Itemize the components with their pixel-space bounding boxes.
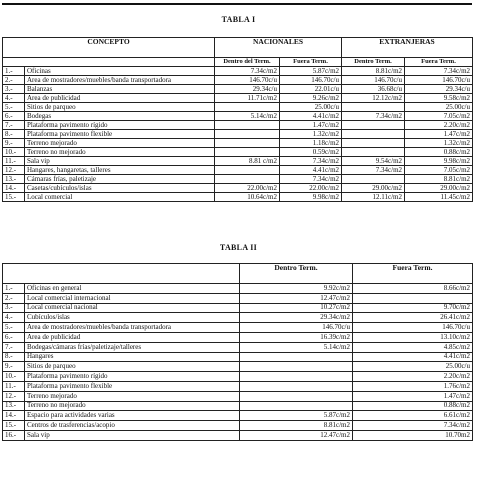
table-row [3, 121, 473, 130]
row-extranjera-fuera: 25.00c/u [405, 103, 473, 112]
row-nacional-dentro: 5.14c/m2 [215, 112, 280, 121]
row-extranjera-fuera: 8.81c/m2 [405, 175, 473, 184]
row-fuera [353, 293, 473, 303]
row-concepto: Cámaras frías, paletizaje [25, 175, 215, 184]
table-row [3, 430, 473, 440]
row-extranjera-dentro [342, 103, 405, 112]
row-concepto: Terreno no mejorado [25, 148, 215, 157]
row-fuera: 10.70m2 [353, 430, 473, 440]
table-row [3, 76, 473, 85]
row-number: 9.- [3, 362, 25, 372]
table-row [3, 112, 473, 121]
row-nacional-dentro: 11.71c/m2 [215, 94, 280, 103]
row-concepto: Terreno mejorado [25, 139, 215, 148]
row-nacional-dentro: 22.00c/m2 [215, 184, 280, 193]
row-dentro: 12.47c/m2 [240, 293, 353, 303]
row-nacional-dentro [215, 130, 280, 139]
tabla-2 [2, 263, 473, 441]
row-fuera: 13.10c/m2 [353, 332, 473, 342]
row-concepto: Area de publicidad [25, 94, 215, 103]
row-nacional-dentro [215, 166, 280, 175]
row-extranjera-dentro [342, 121, 405, 130]
table-row [3, 372, 473, 382]
row-extranjera-dentro: 9.54c/m2 [342, 157, 405, 166]
row-fuera: 1.47c/m2 [353, 391, 473, 401]
row-concepto: Hangares [25, 352, 240, 362]
row-nacional-fuera: 1.18c/m2 [280, 139, 342, 148]
row-fuera: 2.20c/m2 [353, 372, 473, 382]
row-dentro: 29.34c/m2 [240, 313, 353, 323]
row-extranjera-fuera: 7.34c/m2 [405, 67, 473, 76]
table-row [3, 362, 473, 372]
table-row [3, 184, 473, 193]
row-nacional-fuera: 4.41c/m2 [280, 166, 342, 175]
row-fuera: 25.00c/u [353, 362, 473, 372]
table-row [3, 193, 473, 202]
tabla-1-header-row [3, 38, 473, 58]
row-fuera: 7.34c/m2 [353, 421, 473, 431]
row-nacional-fuera: 22.01c/u [280, 85, 342, 94]
row-nacional-dentro [215, 121, 280, 130]
row-concepto: Casetas/cubículos/islas [25, 184, 215, 193]
row-extranjera-fuera: 2.20c/m2 [405, 121, 473, 130]
row-number: 10.- [3, 372, 25, 382]
table-row [3, 139, 473, 148]
row-concepto: Terreno no mejorado [25, 401, 240, 411]
row-nacional-dentro [215, 175, 280, 184]
row-nacional-fuera: 7.34c/m2 [280, 157, 342, 166]
row-extranjera-fuera: 7.05c/m2 [405, 112, 473, 121]
row-number: 15.- [3, 193, 25, 202]
tabla-1 [2, 37, 473, 202]
row-nacional-dentro [215, 148, 280, 157]
table-row [3, 130, 473, 139]
row-number: 7.- [3, 121, 25, 130]
row-extranjera-dentro: 7.34c/m2 [342, 166, 405, 175]
row-nacional-fuera: 25.00c/u [280, 103, 342, 112]
table-row [3, 85, 473, 94]
row-concepto: Terreno mejorado [25, 391, 240, 401]
row-number: 4.- [3, 94, 25, 103]
row-nacional-fuera: 22.00c/m2 [280, 184, 342, 193]
table-row [3, 313, 473, 323]
row-number: 13.- [3, 175, 25, 184]
row-dentro [240, 372, 353, 382]
row-nacional-fuera: 146.70c/u [280, 76, 342, 85]
row-extranjera-dentro: 8.81c/m2 [342, 67, 405, 76]
row-number: 1.- [3, 284, 25, 294]
row-extranjera-fuera: 1.47c/m2 [405, 130, 473, 139]
table-row [3, 401, 473, 411]
row-dentro: 5.14c/m2 [240, 342, 353, 352]
row-dentro: 146.70c/u [240, 323, 353, 333]
row-concepto: Hangares, hangaretas, talleres [25, 166, 215, 175]
row-fuera: 8.66c/m2 [353, 284, 473, 294]
row-extranjera-dentro [342, 175, 405, 184]
row-number: 9.- [3, 139, 25, 148]
row-number: 3.- [3, 85, 25, 94]
row-nacional-fuera: 1.47c/m2 [280, 121, 342, 130]
table-row [3, 381, 473, 391]
tabla-1-subheader-row [3, 58, 473, 67]
row-dentro [240, 381, 353, 391]
table-row [3, 103, 473, 112]
tabla-2-body [3, 284, 473, 441]
row-number: 13.- [3, 401, 25, 411]
row-number: 12.- [3, 391, 25, 401]
subheader-fuera-ext: Fuera Term. [405, 58, 473, 67]
row-number: 2.- [3, 293, 25, 303]
row-extranjera-fuera: 9.98c/m2 [405, 157, 473, 166]
row-concepto: Oficinas [25, 67, 215, 76]
row-extranjera-dentro: 36.68c/u [342, 85, 405, 94]
table-row [3, 94, 473, 103]
row-concepto: Cubículos/islas [25, 313, 240, 323]
table-row [3, 352, 473, 362]
header-dentro-term: Dentro Term. [240, 264, 353, 284]
table-row [3, 342, 473, 352]
row-fuera: 146.70c/u [353, 323, 473, 333]
row-concepto: Area de mostradores/muebles/banda transportadora [25, 323, 240, 333]
row-number: 1.- [3, 67, 25, 76]
row-extranjera-fuera: 146.70c/u [405, 76, 473, 85]
subheader-fuera: Fuera Term. [280, 58, 342, 67]
row-extranjera-dentro [342, 139, 405, 148]
row-concepto: Area de mostradores/muebles/banda transportadora [25, 76, 215, 85]
row-fuera: 26.41c/m2 [353, 313, 473, 323]
row-nacional-dentro [215, 139, 280, 148]
header-fuera-term: Fuera Term. [353, 264, 473, 284]
row-dentro [240, 352, 353, 362]
row-concepto: Espacio para actividades varias [25, 411, 240, 421]
subheader-dentro-ext: Dentro Term. [342, 58, 405, 67]
row-extranjera-fuera: 29.00c/m2 [405, 184, 473, 193]
row-number: 2.- [3, 76, 25, 85]
tabla-2-header-row [3, 264, 473, 284]
row-nacional-dentro: 29.34c/u [215, 85, 280, 94]
row-concepto: Oficinas en general [25, 284, 240, 294]
row-number: 8.- [3, 352, 25, 362]
tabla-2-title: TABLA II [219, 243, 258, 252]
table-row [3, 303, 473, 313]
row-extranjera-fuera: 9.58c/m2 [405, 94, 473, 103]
tabla-1-title: TABLA I [221, 15, 256, 24]
row-concepto: Sala vip [25, 430, 240, 440]
row-concepto: Local comercial internacional [25, 293, 240, 303]
table-row [3, 175, 473, 184]
table-row [3, 166, 473, 175]
top-rule [2, 3, 472, 5]
row-number: 15.- [3, 421, 25, 431]
row-dentro: 16.39c/m2 [240, 332, 353, 342]
row-extranjera-fuera: 11.45c/m2 [405, 193, 473, 202]
table-row [3, 157, 473, 166]
row-number: 14.- [3, 184, 25, 193]
row-number: 10.- [3, 148, 25, 157]
row-fuera: 4.41c/m2 [353, 352, 473, 362]
row-extranjera-dentro: 29.00c/m2 [342, 184, 405, 193]
table-row [3, 284, 473, 294]
row-extranjera-dentro [342, 148, 405, 157]
row-concepto: Balanzas [25, 85, 215, 94]
table-row [3, 411, 473, 421]
row-concepto: Sala vip [25, 157, 215, 166]
header-nacionales: NACIONALES [215, 38, 342, 58]
row-concepto: Bodegas/cámaras frías/paletizaje/talleres [25, 342, 240, 352]
row-nacional-dentro: 7.34c/m2 [215, 67, 280, 76]
row-concepto: Area de publicidad [25, 332, 240, 342]
row-number: 3.- [3, 303, 25, 313]
row-concepto: Plataforma pavimento flexible [25, 130, 215, 139]
row-number: 5.- [3, 103, 25, 112]
table-row [3, 148, 473, 157]
table-row [3, 391, 473, 401]
row-dentro: 9.92c/m2 [240, 284, 353, 294]
row-fuera: 9.70c/m2 [353, 303, 473, 313]
row-concepto: Bodegas [25, 112, 215, 121]
table-row [3, 323, 473, 333]
row-extranjera-dentro: 12.11c/m2 [342, 193, 405, 202]
row-extranjera-fuera: 1.32c/m2 [405, 139, 473, 148]
row-concepto: Plataforma pavimento rígido [25, 372, 240, 382]
row-concepto: Local comercial nacional [25, 303, 240, 313]
row-number: 11.- [3, 381, 25, 391]
row-extranjera-fuera: 7.05c/m2 [405, 166, 473, 175]
table-row [3, 293, 473, 303]
row-extranjera-fuera: 0.88c/m2 [405, 148, 473, 157]
row-nacional-fuera: 9.98c/m2 [280, 193, 342, 202]
row-dentro [240, 401, 353, 411]
row-nacional-fuera: 9.26c/m2 [280, 94, 342, 103]
row-extranjera-dentro: 146.70c/u [342, 76, 405, 85]
row-concepto: Centros de trasferencias/acopio [25, 421, 240, 431]
row-nacional-dentro: 8.81 c/m2 [215, 157, 280, 166]
row-dentro: 12.47c/m2 [240, 430, 353, 440]
row-nacional-fuera: 0.59c/m2 [280, 148, 342, 157]
row-dentro: 8.81c/m2 [240, 421, 353, 431]
row-nacional-dentro: 146.70c/u [215, 76, 280, 85]
row-dentro: 10.27c/m2 [240, 303, 353, 313]
row-extranjera-dentro: 12.12c/m2 [342, 94, 405, 103]
row-fuera: 1.76c/m2 [353, 381, 473, 391]
header-extranjeras: EXTRANJERAS [342, 38, 473, 58]
row-number: 14.- [3, 411, 25, 421]
row-concepto: Sitios de parqueo [25, 103, 215, 112]
row-dentro [240, 362, 353, 372]
row-number: 6.- [3, 332, 25, 342]
table-row [3, 332, 473, 342]
header-concepto: CONCEPTO [3, 38, 215, 58]
row-fuera: 0.88c/m2 [353, 401, 473, 411]
row-concepto: Plataforma pavimento flexible [25, 381, 240, 391]
row-nacional-dentro: 10.64c/m2 [215, 193, 280, 202]
row-number: 12.- [3, 166, 25, 175]
row-dentro [240, 391, 353, 401]
row-number: 4.- [3, 313, 25, 323]
row-concepto: Sitios de parqueo [25, 362, 240, 372]
row-number: 8.- [3, 130, 25, 139]
row-dentro: 5.87c/m2 [240, 411, 353, 421]
row-nacional-fuera: 7.34c/m2 [280, 175, 342, 184]
row-fuera: 6.61c/m2 [353, 411, 473, 421]
row-number: 11.- [3, 157, 25, 166]
tabla-1-body [3, 67, 473, 202]
row-nacional-dentro [215, 103, 280, 112]
row-fuera: 4.85c/m2 [353, 342, 473, 352]
row-extranjera-dentro: 7.34c/m2 [342, 112, 405, 121]
row-nacional-fuera: 5.87c/m2 [280, 67, 342, 76]
subheader-dentro: Dentro del Term. [215, 58, 280, 67]
table-row [3, 421, 473, 431]
row-nacional-fuera: 1.32c/m2 [280, 130, 342, 139]
row-number: 7.- [3, 342, 25, 352]
row-number: 6.- [3, 112, 25, 121]
row-extranjera-dentro [342, 130, 405, 139]
row-concepto: Plataforma pavimento rígido [25, 121, 215, 130]
row-number: 5.- [3, 323, 25, 333]
row-nacional-fuera: 4.41c/m2 [280, 112, 342, 121]
row-extranjera-fuera: 29.34c/u [405, 85, 473, 94]
row-concepto: Local comercial [25, 193, 215, 202]
row-number: 16.- [3, 430, 25, 440]
table-row [3, 67, 473, 76]
